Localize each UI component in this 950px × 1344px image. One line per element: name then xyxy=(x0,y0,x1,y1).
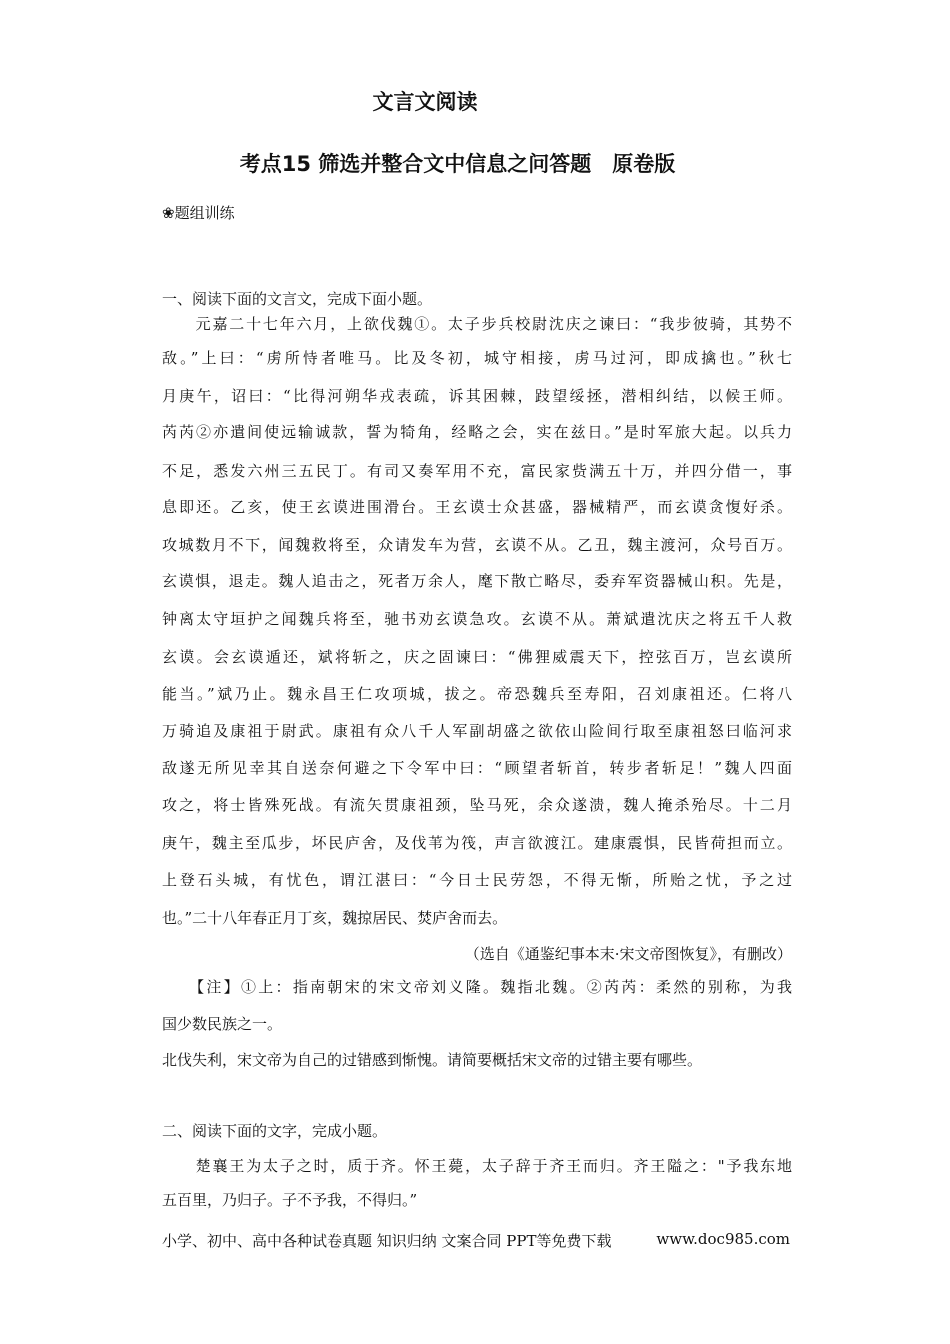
question1-heading: 一、阅读下面的文言文，完成下面小题。 xyxy=(162,290,433,308)
footer-url: www.doc985.com xyxy=(656,1230,790,1248)
page-subtitle: 考点15 筛选并整合文中信息之问答题 原卷版 xyxy=(239,152,676,176)
passage1-line: 月庚午，诏曰：“比得河朔华戎表疏，诉其困棘，跂望绥拯，潜相纠结，以候王师。 xyxy=(162,387,792,405)
passage1-line: 上登石头城，有忧色，谓江湛曰：“今日士民劳怨，不得无惭，所贻之忧，予之过 xyxy=(162,871,792,889)
page-footer xyxy=(162,1230,790,1251)
question2-heading: 二、阅读下面的文字，完成小题。 xyxy=(162,1122,388,1140)
passage2-line: 楚襄王为太子之时，质于齐。怀王薨，太子辞于齐王而归。齐王隘之："予我东地 xyxy=(162,1157,792,1175)
passage1-source: （选自《通鉴纪事本末·宋文帝图恢复》，有删改） xyxy=(464,945,792,963)
footer-text: 小学、初中、高中各种试卷真题 知识归纳 文案合同 PPT等免费下载 xyxy=(162,1232,612,1250)
passage1-line: 玄谟。会玄谟遁还，斌将斩之，庆之固谏曰：“佛狸威震天下，控弦百万，岂玄谟所 xyxy=(162,648,792,666)
passage1-line: 敌。”上曰：“虏所恃者唯马。比及冬初，城守相接，虏马过河，即成擒也。”秋七 xyxy=(162,349,792,367)
passage1-line: 万骑追及康祖于尉武。康祖有众八千人军副胡盛之欲依山险间行取至康祖怒曰临河求 xyxy=(162,722,792,740)
section-tag: ❀题组训练 xyxy=(162,204,235,222)
note-line: 国少数民族之一。 xyxy=(162,1015,283,1033)
passage1-line: 玄谟惧，退走。魏人追击之，死者万余人，麾下散亡略尽，委弃军资器械山积。先是， xyxy=(162,572,792,590)
passage1-line: 不足，悉发六州三五民丁。有司又奏军用不充，富民家赀满五十万，并四分借一，事 xyxy=(162,462,792,480)
passage1-line: 芮芮②亦遣间使远输诚款，誓为犄角，经略之会，实在兹日。”是时军旅大起。以兵力 xyxy=(162,423,792,441)
page-title: 文言文阅读 xyxy=(372,90,478,114)
passage1-line: 息即还。乙亥，使王玄谟进围滑台。王玄谟士众甚盛，器械精严，而玄谟贪愎好杀。 xyxy=(162,498,792,516)
question1-prompt: 北伐失利，宋文帝为自己的过错感到惭愧。请简要概括宋文帝的过错主要有哪些。 xyxy=(162,1051,703,1069)
passage1-line: 攻之，将士皆殊死战。有流矢贯康祖颈，坠马死，余众遂溃，魏人掩杀殆尽。十二月 xyxy=(162,796,792,814)
passage1-line: 敌遂无所见幸其自送奈何避之下令军中曰：“顾望者斩首，转步者斩足！”魏人四面 xyxy=(162,759,792,777)
passage1-line: 钟离太守垣护之闻魏兵将至，驰书劝玄谟急攻。玄谟不从。萧斌遣沈庆之将五千人救 xyxy=(162,610,792,628)
passage1-line: 能当。”斌乃止。魏永昌王仁攻项城，拔之。帝恐魏兵至寿阳，召刘康祖还。仁将八 xyxy=(162,685,792,703)
note-line: 【注】①上：指南朝宋的宋文帝刘义隆。魏指北魏。②芮芮：柔然的别称，为我 xyxy=(162,978,792,996)
passage1-line: 庚午，魏主至瓜步，坏民庐舍，及伐苇为筏，声言欲渡江。建康震惧，民皆荷担而立。 xyxy=(162,834,792,852)
passage1-line: 也。”二十八年春正月丁亥，魏掠居民、焚庐舍而去。 xyxy=(162,909,508,927)
passage1-line: 元嘉二十七年六月，上欲伐魏①。太子步兵校尉沈庆之谏曰：“我步彼骑，其势不 xyxy=(162,315,792,333)
passage1-line: 攻城数月不下，闻魏救将至，众请发车为营，玄谟不从。乙丑，魏主渡河，众号百万。 xyxy=(162,536,792,554)
passage2-line: 五百里，乃归子。子不予我，不得归。” xyxy=(162,1191,418,1209)
